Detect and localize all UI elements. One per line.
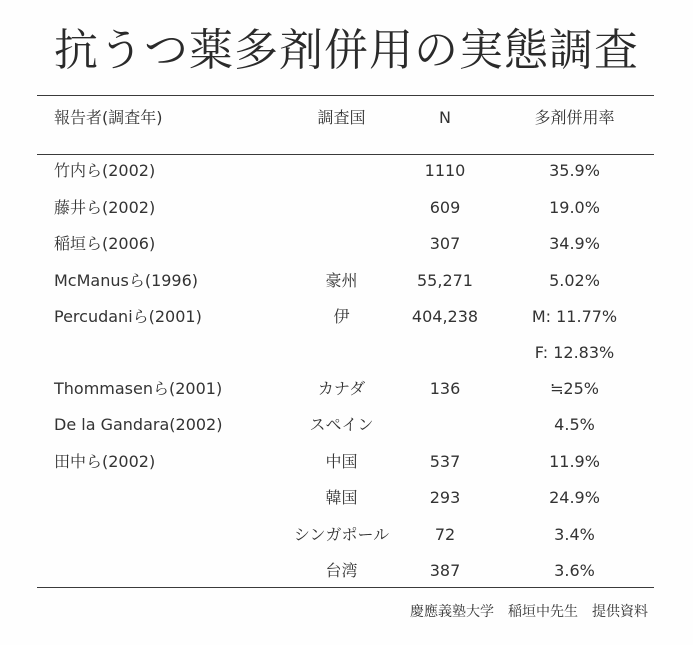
- cell-n: 72: [434, 525, 456, 544]
- cell-reporter: 田中ら(2002): [54, 452, 156, 471]
- cell-country: 伊: [333, 307, 350, 326]
- table-row: [0, 343, 693, 367]
- cell-rate: 24.9%: [549, 488, 600, 507]
- cell-n: 136: [429, 379, 461, 398]
- table-row: [0, 198, 693, 222]
- cell-n: 55,271: [417, 271, 473, 290]
- cell-n: 537: [429, 452, 461, 471]
- cell-n: 293: [429, 488, 461, 507]
- table-row: [0, 271, 693, 295]
- table-row: [0, 415, 693, 439]
- cell-rate: M: 11.77%: [531, 307, 618, 326]
- table-row: [0, 379, 693, 403]
- header-country: 調査国: [317, 108, 366, 127]
- header-reporter: 報告者(調査年): [54, 108, 163, 127]
- cell-reporter: McManusら(1996): [54, 271, 199, 290]
- cell-rate: 11.9%: [549, 452, 600, 471]
- cell-country: 中国: [325, 452, 358, 471]
- cell-country: カナダ: [317, 379, 366, 398]
- cell-reporter: Thommasenら(2001): [54, 379, 223, 398]
- cell-rate: 19.0%: [549, 198, 600, 217]
- cell-country: スペイン: [309, 415, 374, 434]
- table-row: [0, 234, 693, 258]
- table-row: [0, 452, 693, 476]
- cell-reporter: 稲垣ら(2006): [54, 234, 156, 253]
- table-row: [0, 561, 693, 585]
- header-rule: [37, 154, 654, 155]
- cell-reporter: 竹内ら(2002): [54, 161, 156, 180]
- table-row: [0, 161, 693, 185]
- page-title: 抗うつ薬多剤併用の実態調査: [54, 25, 639, 76]
- cell-country: 韓国: [325, 488, 358, 507]
- cell-n: 1110: [424, 161, 466, 180]
- cell-reporter: De la Gandara(2002): [54, 415, 223, 434]
- table-row: [0, 488, 693, 512]
- cell-n: 404,238: [411, 307, 479, 326]
- cell-n: 387: [429, 561, 461, 580]
- header-n: N: [439, 108, 451, 127]
- cell-reporter: Percudaniら(2001): [54, 307, 202, 326]
- cell-n: 307: [429, 234, 461, 253]
- cell-rate: 5.02%: [549, 271, 600, 290]
- table-row: [0, 307, 693, 331]
- cell-rate: 35.9%: [549, 161, 600, 180]
- table-row: [0, 525, 693, 549]
- cell-rate: ≒25%: [550, 379, 599, 398]
- header-rate: 多剤併用率: [534, 108, 615, 127]
- cell-country: 豪州: [325, 271, 358, 290]
- cell-reporter: 藤井ら(2002): [54, 198, 156, 217]
- table-bottom-rule: [37, 587, 654, 588]
- cell-rate: 34.9%: [549, 234, 600, 253]
- cell-rate: 4.5%: [554, 415, 595, 434]
- cell-rate: F: 12.83%: [534, 343, 615, 362]
- cell-country: シンガポール: [293, 525, 390, 544]
- cell-country: 台湾: [325, 561, 358, 580]
- cell-rate: 3.4%: [554, 525, 595, 544]
- cell-rate: 3.6%: [554, 561, 595, 580]
- table-top-rule: [37, 95, 654, 96]
- cell-n: 609: [429, 198, 461, 217]
- source-credit: 慶應義塾大学 稲垣中先生 提供資料: [410, 604, 648, 620]
